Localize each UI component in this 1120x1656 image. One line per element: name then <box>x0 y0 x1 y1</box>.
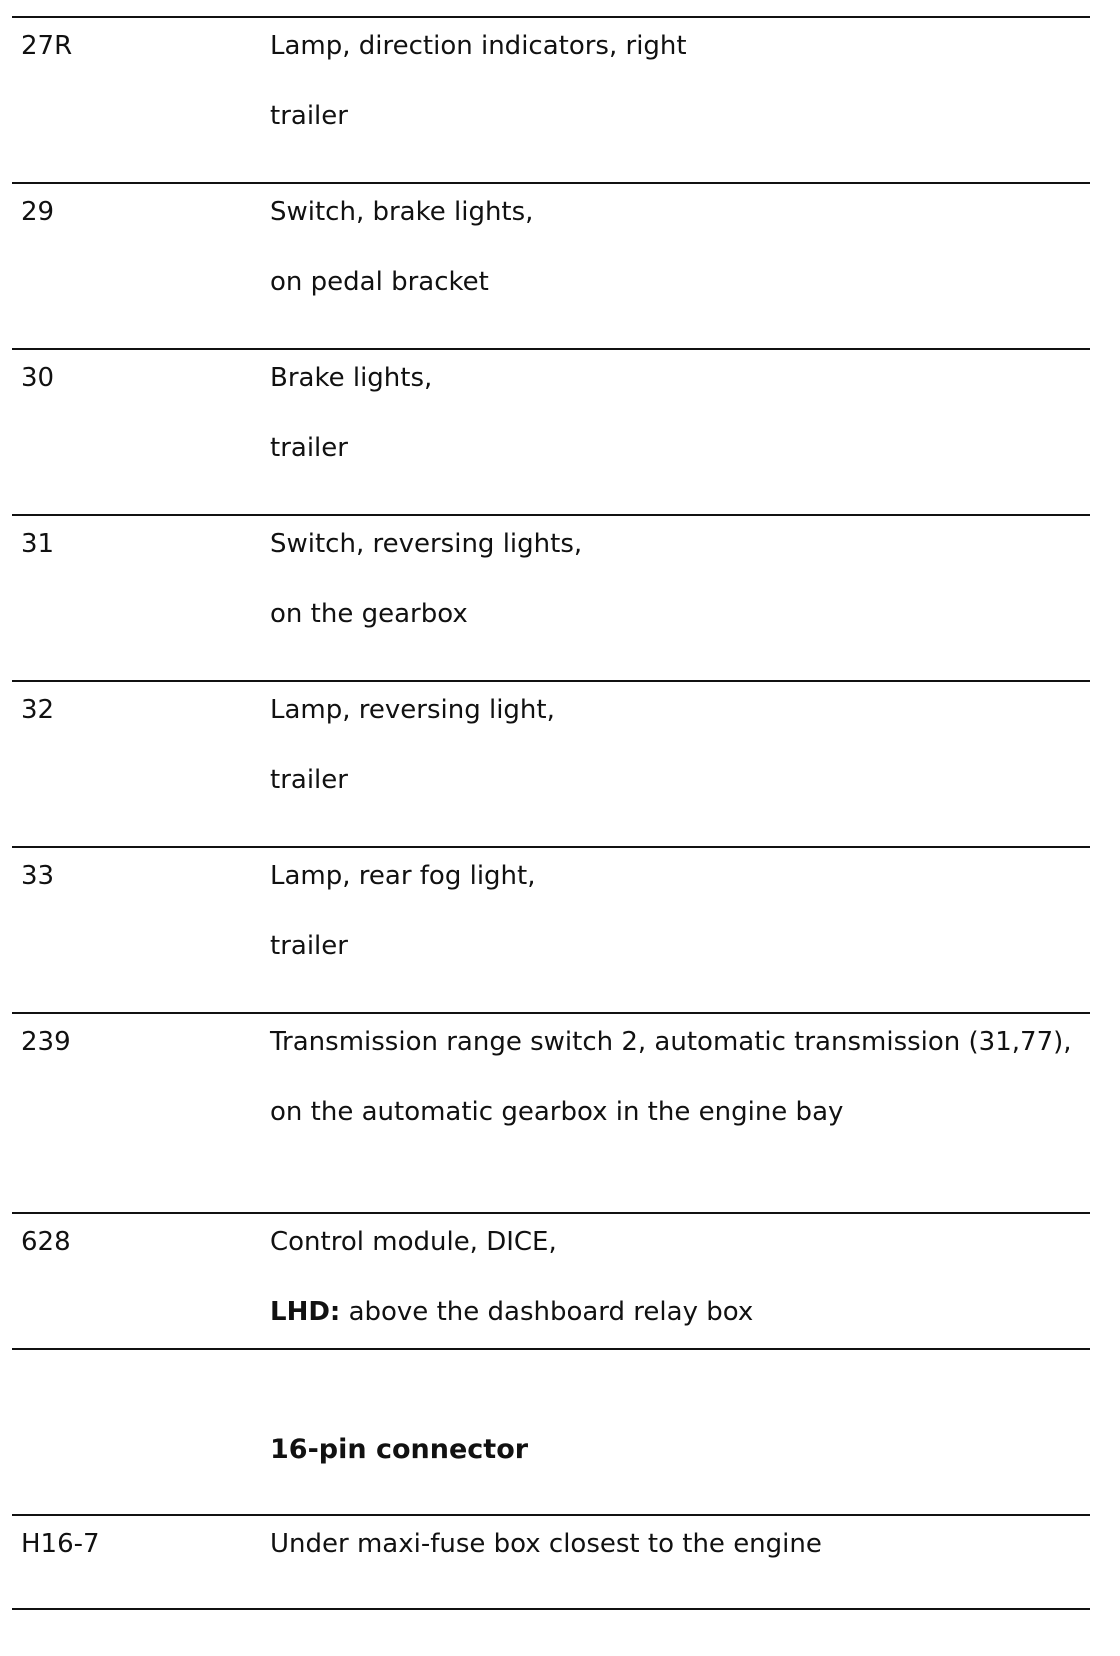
component-code: 29 <box>21 197 55 227</box>
table-row <box>12 16 1090 182</box>
component-code: 27R <box>21 31 73 61</box>
component-name: Lamp, direction indicators, right <box>270 31 687 61</box>
component-description <box>270 1226 1080 1328</box>
component-code: H16-7 <box>21 1529 100 1559</box>
component-description <box>270 694 1080 796</box>
component-code: 239 <box>21 1027 71 1057</box>
table-row <box>12 1514 1090 1608</box>
component-code: 32 <box>21 695 55 725</box>
component-location: trailer <box>270 931 348 961</box>
table-row <box>12 1212 1090 1350</box>
component-description <box>270 30 1080 132</box>
table-row <box>12 846 1090 1012</box>
final-divider <box>12 1608 1090 1610</box>
component-location: trailer <box>270 433 348 463</box>
component-name: Switch, brake lights, <box>270 197 534 227</box>
component-location: trailer <box>270 765 348 795</box>
component-description <box>270 1528 1080 1560</box>
component-name: Switch, reversing lights, <box>270 529 583 559</box>
component-location: trailer <box>270 101 348 131</box>
section-header-block <box>12 1350 1090 1514</box>
component-description <box>270 1026 1080 1128</box>
table-row <box>12 1012 1090 1212</box>
table-row <box>12 348 1090 514</box>
component-name: Transmission range switch 2, automatic transmission (31,77), <box>270 1027 1072 1057</box>
table-row <box>12 182 1090 348</box>
component-location: on the gearbox <box>270 599 468 629</box>
component-location: on pedal bracket <box>270 267 489 297</box>
document-page <box>12 16 1090 1610</box>
component-code: 33 <box>21 861 55 891</box>
component-description <box>270 528 1080 630</box>
component-location <box>270 1296 1080 1328</box>
lhd-label: LHD: <box>270 1297 341 1327</box>
component-description <box>270 196 1080 298</box>
component-name: Lamp, rear fog light, <box>270 861 536 891</box>
table-row <box>12 680 1090 846</box>
component-description <box>270 362 1080 464</box>
table-row <box>12 514 1090 680</box>
component-location-text: above the dashboard relay box <box>340 1297 754 1327</box>
component-code: 31 <box>21 529 55 559</box>
component-location: on the automatic gearbox in the engine bay <box>270 1097 844 1127</box>
component-name: Under maxi-fuse box closest to the engine <box>270 1529 822 1559</box>
component-name: Control module, DICE, <box>270 1227 557 1257</box>
section-heading: 16-pin connector <box>270 1434 529 1465</box>
component-name: Brake lights, <box>270 363 433 393</box>
component-code: 628 <box>21 1227 71 1257</box>
component-code: 30 <box>21 363 55 393</box>
component-description <box>270 860 1080 962</box>
component-name: Lamp, reversing light, <box>270 695 555 725</box>
